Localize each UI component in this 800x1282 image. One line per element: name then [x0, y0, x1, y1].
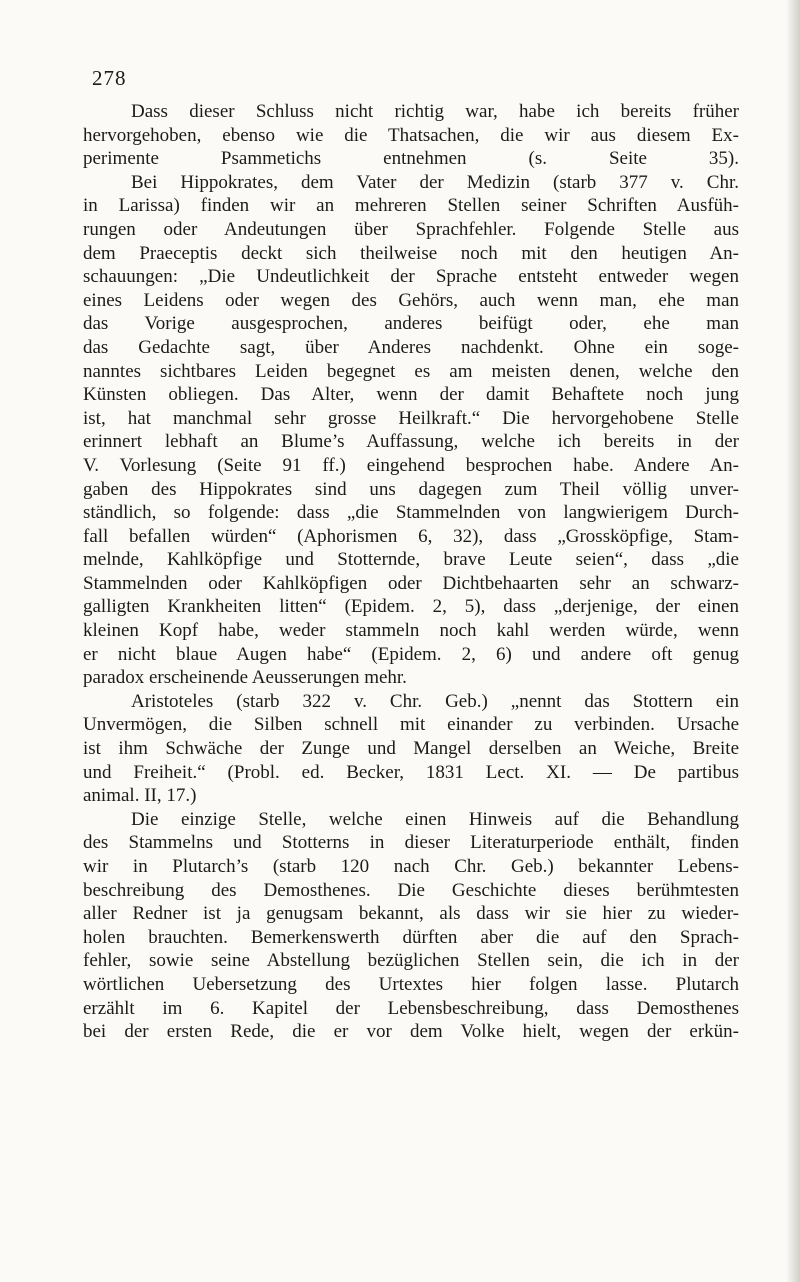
text-line: hervorgehoben, ebenso wie die Thatsachen, die wir aus diesem Ex-: [83, 124, 739, 146]
text-line: ist, hat manchmal sehr grosse Heilkraft.“ Die hervorgehobene Stelle: [83, 407, 739, 429]
text-line: er nicht blaue Augen habe“ (Epidem. 2, 6) und andere oft genug: [83, 643, 739, 665]
text-line: gaben des Hippokrates sind uns dagegen zum Theil völlig unver-: [83, 478, 739, 500]
text-line: animal. II, 17.): [83, 785, 197, 807]
text-line: fall befallen würden“ (Aphorismen 6, 32), dass „Grossköpfige, Stam-: [83, 525, 739, 547]
text-line: Aristoteles (starb 322 v. Chr. Geb.) „nennt das Stottern ein: [131, 690, 739, 712]
text-line: das Vorige ausgesprochen, anderes beifügt oder, ehe man: [83, 313, 739, 335]
text-line: Unvermögen, die Silben schnell mit einander zu verbinden. Ursache: [83, 714, 739, 736]
text-line: nanntes sichtbares Leiden begegnet es am meisten denen, welche den: [83, 360, 739, 382]
text-line: bei der ersten Rede, die er vor dem Volke hielt, wegen der erkün-: [83, 1021, 739, 1043]
text-line: des Stammelns und Stotterns in dieser Literaturperiode enthält, finden: [83, 832, 739, 854]
text-line: V. Vorlesung (Seite 91 ff.) eingehend besprochen habe. Andere An-: [83, 454, 739, 476]
text-line: fehler, sowie seine Abstellung bezüglichen Stellen sein, die ich in der: [83, 950, 739, 972]
page-edge-shadow: [786, 0, 800, 1282]
text-line: eines Leidens oder wegen des Gehörs, auch wenn man, ehe man: [83, 289, 739, 311]
text-line: ist ihm Schwäche der Zunge und Mangel derselben an Weiche, Breite: [83, 738, 739, 760]
text-line: holen brauchten. Bemerkenswerth dürften aber die auf den Sprach-: [83, 926, 739, 948]
text-line: perimente Psammetichs entnehmen (s. Seite 35).: [83, 148, 739, 170]
text-line: erinnert lebhaft an Blume’s Auffassung, welche ich bereits in der: [83, 431, 739, 453]
body-text: [83, 100, 739, 1044]
text-line: das Gedachte sagt, über Anderes nachdenkt. Ohne ein soge-: [83, 336, 739, 358]
text-line: wir in Plutarch’s (starb 120 nach Chr. Geb.) bekannter Lebens-: [83, 856, 739, 877]
text-line: kleinen Kopf habe, weder stammeln noch kahl werden würde, wenn: [83, 620, 739, 642]
text-line: schauungen: „Die Undeutlichkeit der Sprache entsteht entweder wegen: [83, 266, 739, 288]
page-number: 278: [92, 66, 127, 90]
text-line: in Larissa) finden wir an mehreren Stellen seiner Schriften Ausfüh-: [83, 195, 739, 217]
text-line: rungen oder Andeutungen über Sprachfehler. Folgende Stelle aus: [83, 218, 739, 240]
text-line: aller Redner ist ja genugsam bekannt, als dass wir sie hier zu wieder-: [83, 903, 739, 925]
text-line: und Freiheit.“ (Probl. ed. Becker, 1831 Lect. XI. — De partibus: [83, 761, 739, 783]
text-line: Künsten obliegen. Das Alter, wenn der damit Behaftete noch jung: [83, 384, 739, 406]
text-line: wörtlichen Uebersetzung des Urtextes hier folgen lasse. Plutarch: [83, 973, 739, 995]
text-line: Bei Hippokrates, dem Vater der Medizin (starb 377 v. Chr.: [131, 171, 739, 193]
text-line: dem Praeceptis deckt sich theilweise noch mit den heutigen An-: [83, 242, 739, 264]
text-line: ständlich, so folgende: dass „die Stammelnden von langwierigem Durch-: [83, 502, 739, 524]
text-line: galligten Krankheiten litten“ (Epidem. 2, 5), dass „derjenige, der einen: [83, 596, 739, 618]
text-line: Die einzige Stelle, welche einen Hinweis auf die Behandlung: [131, 808, 739, 830]
text-line: paradox erscheinende Aeusserungen mehr.: [83, 667, 407, 689]
text-line: erzählt im 6. Kapitel der Lebensbeschreibung, dass Demosthenes: [83, 997, 739, 1019]
text-line: melnde, Kahlköpfige und Stotternde, brave Leute seien“, dass „die: [83, 549, 739, 571]
text-line: beschreibung des Demosthenes. Die Geschichte dieses berühmtesten: [83, 879, 739, 901]
text-line: Stammelnden oder Kahlköpfigen oder Dichtbehaarten sehr an schwarz-: [83, 572, 739, 594]
text-line: Dass dieser Schluss nicht richtig war, habe ich bereits früher: [131, 101, 739, 122]
